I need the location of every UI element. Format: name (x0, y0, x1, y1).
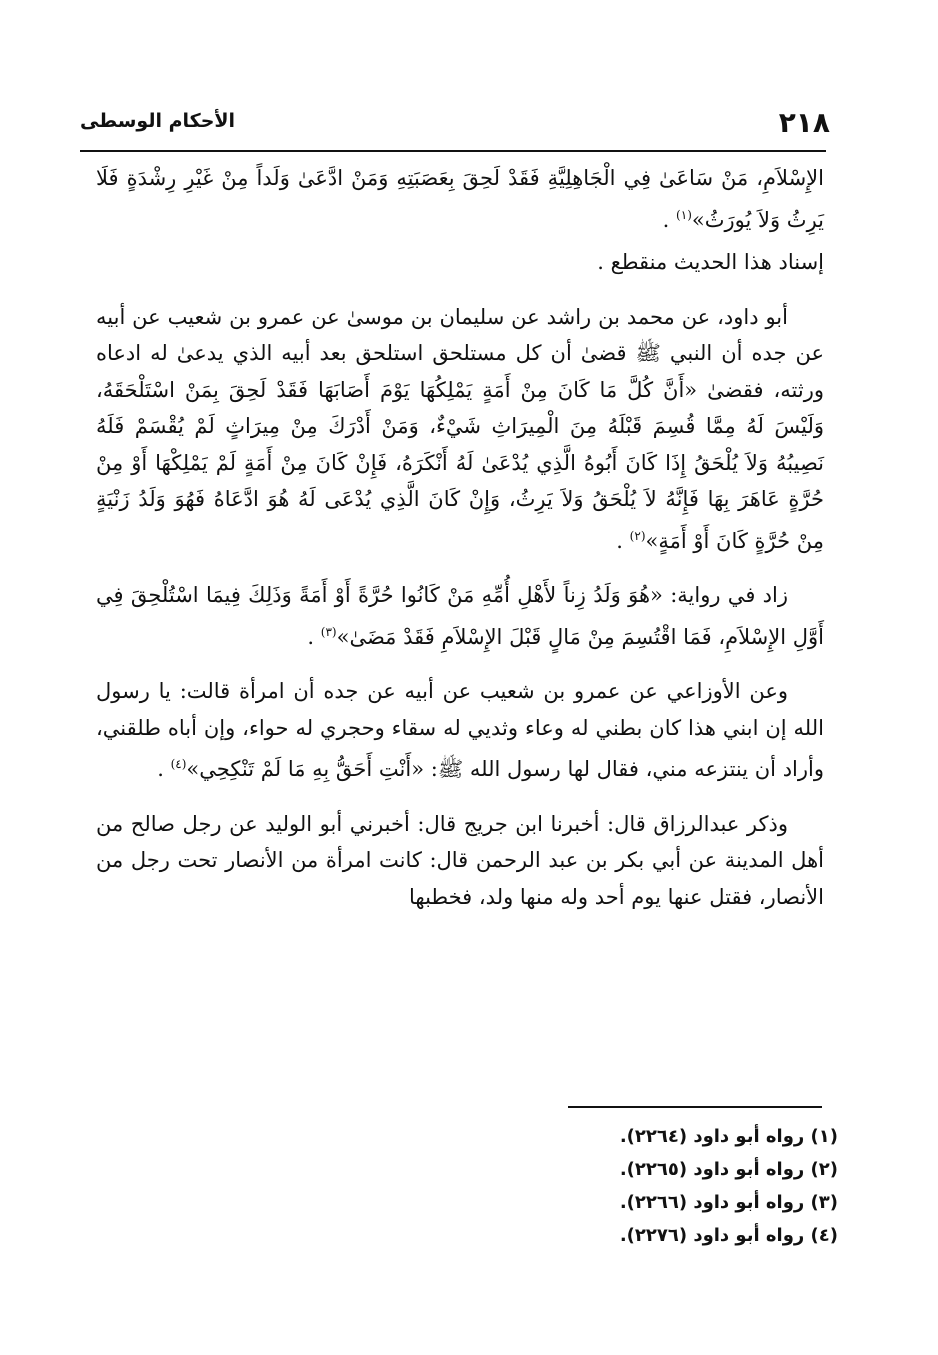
paragraph-isnad-note: إسناد هذا الحديث منقطع . (597, 250, 824, 274)
footnotes (418, 1120, 838, 1252)
page-header (80, 100, 830, 148)
footnote-4: (٤) رواه أبو داود (٢٢٧٦). (619, 1225, 838, 1246)
footnote-ref: (١) (676, 207, 692, 222)
paragraph-abdulrazzaq: وذكر عبدالرزاق قال: أخبرنا ابن جريج قال: أخبرني أبو الوليد عن رجل صالح من أهل المدينة عن أبي بكر بن عبد الرحمن قال: كانت امرأة من الأنصار تحت رجل من الأنصار، فقتل عنها يوم أحد وله منها ولد، فخطبها (96, 811, 824, 909)
header-divider (80, 150, 826, 152)
footnote-1: (١) رواه أبو داود (٢٢٦٤). (619, 1126, 838, 1147)
running-title: الأحكام الوسطى (80, 110, 236, 132)
footnote-divider (568, 1106, 822, 1108)
footnote-3: (٣) رواه أبو داود (٢٢٦٦). (619, 1192, 838, 1213)
page-number: ٢١٨ (778, 106, 830, 139)
footnote-ref: (٤) (170, 757, 187, 771)
paragraph-continuation: الإِسْلاَمِ، مَنْ سَاعَىٰ فِي الْجَاهِلِيَّةِ فَقَدْ لَحِقَ بِعَصَبَتِهِ وَمَنْ ادَّعَىٰ وَلَداً مِنْ غَيْرِ رِشْدَةٍ فَلَا يَرِثُ وَلاَ يُورَثُ»$^{(١)}$ . (96, 166, 824, 232)
paragraph-additional-narration: زاد في رواية: «هُوَ وَلَدُ زِناً لأَهْلِ أُمِّهِ مَنْ كَانُوا حُرَّةً أَوْ أَمَةً وَذَلِكَ فِيمَا اسْتُلْحِقَ فِي أَوَّلِ الإِسْلاَمِ، فَمَا اقْتُسِمَ مِنْ مَالٍ قَبْلَ الإِسْلاَمِ فَقَدْ مَضَىٰ»$^{(٣)}$ . (96, 583, 824, 649)
paragraph-awzai: وعن الأوزاعي عن عمرو بن شعيب عن أبيه عن جده أن امرأة قالت: يا رسول الله إن ابني هذا كان بطني له وعاء وثديي له سقاء وحجري له حواء، وإن أباه طلقني، وأراد أن ينتزعه مني، فقال لها رسول الله ﷺ: «أَنْتِ أَحَقُّ بِهِ مَا لَمْ تَنْكِحِي»$^{(٤)}$ . (96, 679, 824, 781)
main-text (96, 160, 824, 915)
paragraph-abu-dawud: أبو داود، عن محمد بن راشد عن سليمان بن موسىٰ عن عمرو بن شعيب عن أبيه عن جده أن النبي ﷺ قضىٰ أن كل مستلحق استلحق بعد أبيه الذي يدعىٰ له ادعاه ورثته، فقضىٰ «أَنَّ كُلَّ مَا كَانَ مِنْ أَمَةٍ يَمْلِكُهَا يَوْمَ أَصَابَهَا فَقَدْ لَحِقَ بِمَنْ اسْتَلْحَقَهُ، وَلَيْسَ لَهُ مِمَّا قُسِمَ قَبْلَهُ مِنَ الْمِيرَاثِ شَيْءٌ، وَمَنْ أَدْرَكَ مِنْ مِيرَاثٍ لَمْ يُقْسَمْ فَلَهُ نَصِيبُهُ وَلاَ يُلْحَقُ إِذَا كَانَ أَبُوهُ الَّذِي يُدْعَىٰ لَهُ أَنْكَرَهُ، فَإِنْ كَانَ مِنْ أَمَةٍ لَمْ يَمْلِكْهَا أَوْ مِنْ حُرَّةٍ عَاهَرَ بِهَا فَإِنَّهُ لاَ يُلْحَقُ وَلاَ يَرِثُ، وَإِنْ كَانَ الَّذِي يُدْعَى لَهُ هُوَ ادَّعَاهُ فَهُوَ وَلَدُ زَنْيَةٍ مِنْ حُرَّةٍ كَانَ أَوْ أَمَةٍ»$^{(٢)}$ . (96, 304, 824, 553)
footnote-2: (٢) رواه أبو داود (٢٢٦٥). (619, 1159, 838, 1180)
footnote-ref: (٣) (320, 624, 337, 639)
footnote-ref: (٢) (629, 528, 646, 543)
